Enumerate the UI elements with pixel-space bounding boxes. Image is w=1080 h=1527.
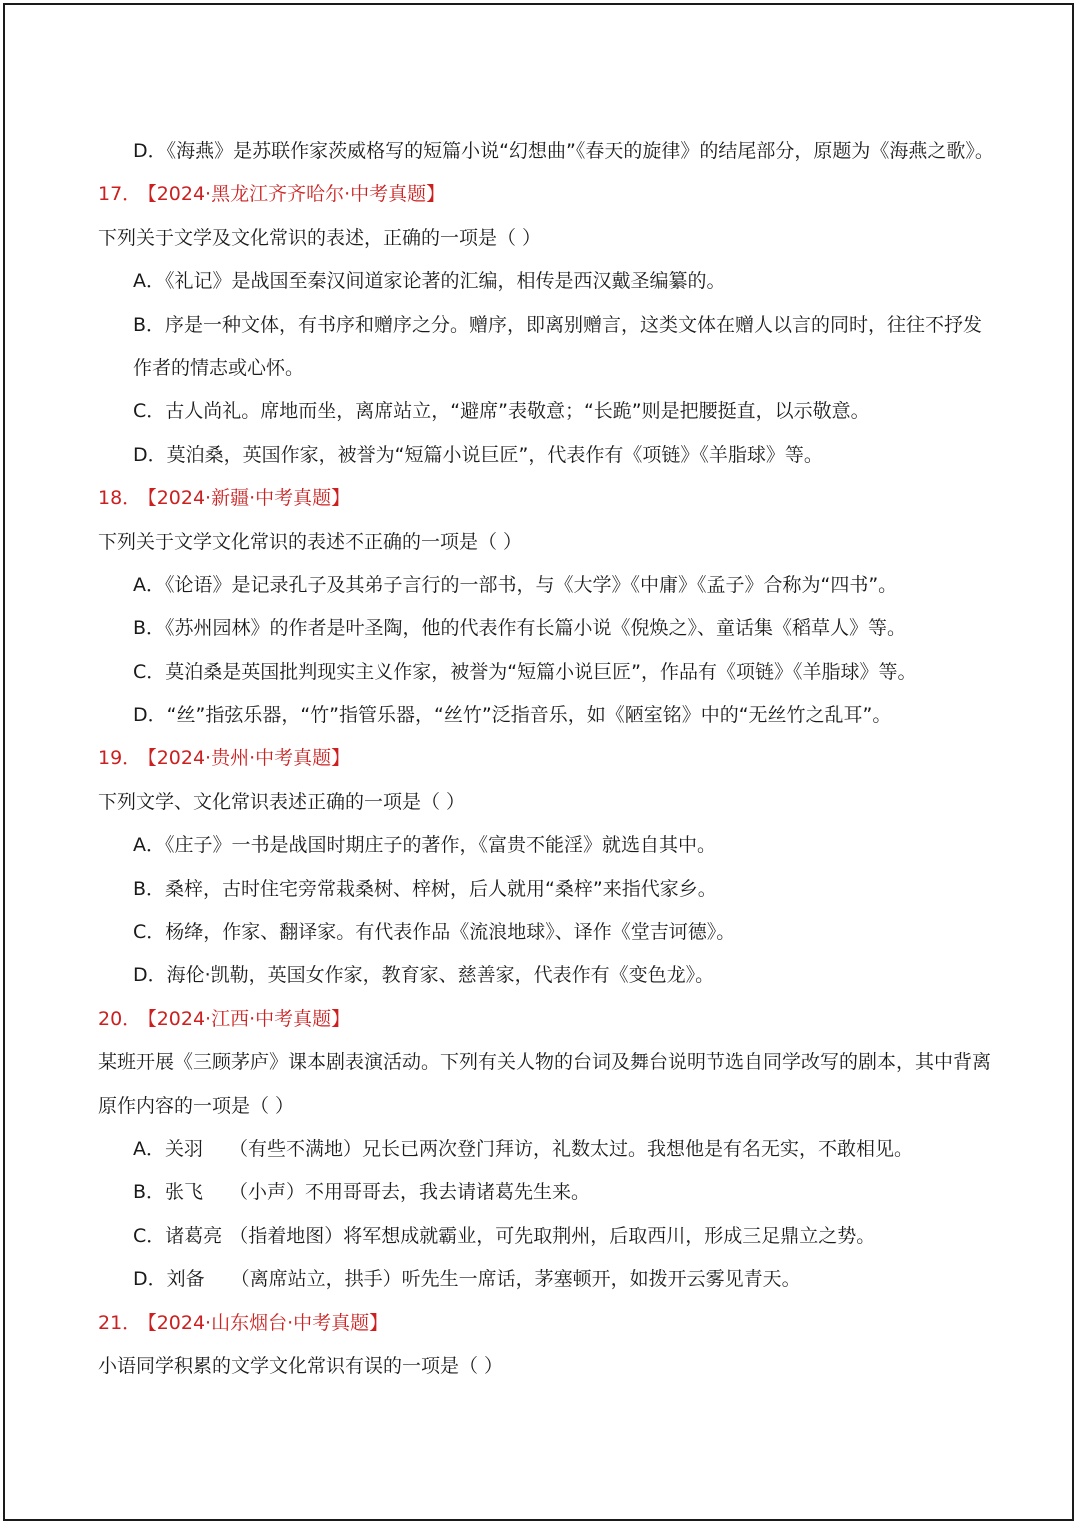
q18-option-a: A．《论语》是记录孔子及其弟子言行的一部书，与《大学》《中庸》《孟子》合称为“四书”。 (133, 573, 898, 596)
q20-option-d (0, 1258, 1080, 1301)
q20-option-a-speaker: 关羽 (165, 1137, 204, 1160)
q21-source: 【2024·山东烟台·中考真题】 (147, 1311, 389, 1334)
q20-option-b-label: B． (133, 1181, 166, 1204)
q19-option-d: D．海伦·凯勒，英国女作家，教育家、慈善家，代表作有《变色龙》。 (133, 964, 715, 987)
q19-option-c: C．杨绛，作家、翻译家。有代表作品《流浪地球》、译作《堂吉诃德》。 (133, 921, 736, 944)
q19-stem: 下列文学、文化常识表述正确的一项是（ ） (98, 790, 466, 813)
q17-heading (0, 173, 1080, 216)
q20-option-c (0, 1215, 1080, 1258)
q20-stem-continued: 原作内容的一项是（ ） (98, 1094, 295, 1117)
q21-heading (0, 1302, 1080, 1345)
q19-option-a: A．《庄子》一书是战国时期庄子的著作，《富贵不能淫》就选自其中。 (133, 834, 716, 857)
q18-option-c: C．莫泊桑是英国批判现实主义作家，被誉为“短篇小说巨匠”，作品有《项链》《羊脂球》等。 (133, 660, 917, 683)
q20-heading (0, 998, 1080, 1041)
q20-option-a (0, 1128, 1080, 1171)
q18-option-d: D．“丝”指弦乐器，“竹”指管乐器，“丝竹”泛指音乐，如《陋室铭》中的“无丝竹之乱耳”。 (133, 704, 892, 727)
q17-option-b: B．序是一种文体，有书序和赠序之分。赠序，即离别赠言，这类文体在赠人以言的同时，往往不抒发 (133, 313, 983, 336)
q17-source: 【2024·黑龙江齐齐哈尔·中考真题】 (147, 183, 446, 206)
q18-source: 【2024·新疆·中考真题】 (147, 487, 351, 510)
q20-stem: 某班开展《三顾茅庐》课本剧表演活动。下列有关人物的台词及舞台说明节选自同学改写的剧本，其中背离 (98, 1051, 992, 1074)
q20-option-c-text: （指着地图）将军想成就霸业，可先取荆州，后取西川，形成三足鼎立之势。 (229, 1224, 876, 1247)
q20-option-a-label: A． (133, 1137, 165, 1160)
q20-option-a-text: （有些不满地）兄长已两次登门拜访，礼数太过。我想他是有名无实，不敢相见。 (229, 1137, 914, 1160)
document-body (0, 130, 1080, 1388)
q20-option-b (0, 1171, 1080, 1214)
q19-heading (0, 737, 1080, 780)
q20-option-b-text: （小声）不用哥哥去，我去请诸葛先生来。 (229, 1181, 591, 1204)
q21-stem: 小语同学积累的文学文化常识有误的一项是（ ） (98, 1354, 504, 1377)
q19-source: 【2024·贵州·中考真题】 (147, 747, 351, 770)
q20-source: 【2024·江西·中考真题】 (147, 1007, 351, 1030)
q19-option-b: B．桑梓，古时住宅旁常栽桑树、梓树，后人就用“桑梓”来指代家乡。 (133, 877, 717, 900)
q20-option-d-text: （离席站立，拱手）听先生一席话，茅塞顿开，如拨开云雾见青天。 (230, 1268, 801, 1291)
q18-number: 18． (98, 487, 142, 510)
q17-number: 17． (98, 183, 142, 206)
q20-option-d-speaker: 刘备 (166, 1268, 205, 1291)
q18-option-b: B．《苏州园林》的作者是叶圣陶，他的代表作有长篇小说《倪焕之》、童话集《稻草人》等。 (133, 617, 907, 640)
q20-number: 20． (98, 1007, 142, 1030)
q17-option-c: C．古人尚礼。席地而坐，离席站立，“避席”表敬意；“长跪”则是把腰挺直，以示敬意。 (133, 400, 870, 423)
q17-stem: 下列关于文学及文化常识的表述，正确的一项是（ ） (98, 226, 542, 249)
q17-option-b-continued: 作者的情志或心怀。 (133, 356, 305, 379)
q20-option-d-label: D． (133, 1268, 167, 1291)
q20-option-b-speaker: 张飞 (165, 1181, 204, 1204)
q19-number: 19． (98, 747, 142, 770)
q20-option-c-speaker: 诸葛亮 (165, 1224, 223, 1247)
q16-option-d: D．《海燕》是苏联作家茨威格写的短篇小说“幻想曲”《春天的旋律》的结尾部分，原题为《海燕之歌》。 (133, 140, 994, 162)
q17-option-a: A．《礼记》是战国至秦汉间道家论著的汇编，相传是西汉戴圣编纂的。 (133, 270, 726, 293)
q21-number: 21． (98, 1311, 142, 1334)
q20-option-c-label: C． (133, 1224, 166, 1247)
q17-option-d: D．莫泊桑，英国作家，被誉为“短篇小说巨匠”，代表作有《项链》《羊脂球》等。 (133, 443, 823, 466)
q18-heading (0, 477, 1080, 520)
q18-stem: 下列关于文学文化常识的表述不正确的一项是（ ） (98, 530, 523, 553)
